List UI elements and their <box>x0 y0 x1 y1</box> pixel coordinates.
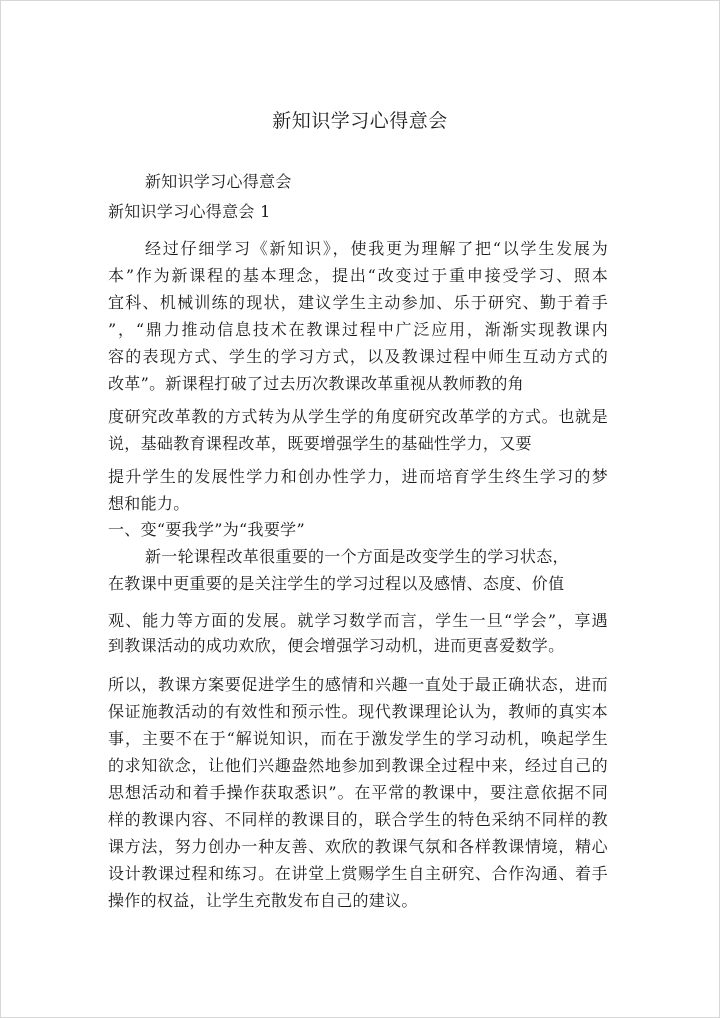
paragraph-line: 宜科、机械训练的现状，建议学生主动参加、乐于研究、勤于着手 <box>108 293 608 312</box>
paragraph-line: 容的表现方式、学生的学习方式，以及教课过程中师生互动方式的 <box>108 347 608 366</box>
paragraph-line: 提升学生的发展性学力和创办性学力，进而培育学生终生学习的梦 <box>108 467 608 486</box>
paragraph-line: 设计教课过程和练习。在讲堂上赏赐学生自主研究、合作沟通、着手 <box>108 864 608 883</box>
paragraph-line: 经过仔细学习《新知识》，使我更为理解了把“以学生发展为 <box>145 239 608 258</box>
paragraph-line: 观、能力等方面的发展。就学习数学而言，学生一旦“学会”，享遇 <box>108 611 608 630</box>
paragraph-line: 在教课中更重要的是关注学生的学习过程以及感情、态度、价值 <box>108 574 565 593</box>
paragraph-line: 到教课活动的成功欢欣，便会增强学习动机，进而更喜爱数学。 <box>108 636 565 655</box>
paragraph-line: 课方法，努力创办一种友善、欢欣的教课气氛和各样教课情境，精心 <box>108 837 608 856</box>
paragraph-line: 改革”。新课程打破了过去历次教课改革重视从教师教的角 <box>108 374 524 393</box>
paragraph-line: 事，主要不在于“解说知识，而在于激发学生的学习动机，唤起学生 <box>108 729 608 748</box>
section-heading: 一、变“要我学”为“我要学” <box>108 520 305 539</box>
paragraph-line: 本”作为新课程的基本理念，提出“改变过于重申接受学习、照本 <box>108 266 608 285</box>
paragraph-line: 操作的权益，让学生充散发布自己的建议。 <box>108 891 418 910</box>
paragraph-line: 新一轮课程改革很重要的一个方面是改变学生的学习状态， <box>145 547 569 566</box>
paragraph-line: 说，基础教育课程改革，既要增强学生的基础性学力，又要 <box>108 434 532 453</box>
paragraph-line: 思想活动和着手操作获取悉识”。在平常的教课中，要注意依据不同 <box>108 783 608 802</box>
section-heading: 新知识学习心得意会 1 <box>108 202 271 221</box>
paragraph-line: 想和能力。 <box>108 494 190 513</box>
paragraph-line: 保证施教活动的有效性和预示性。现代教课理论认为，教师的真实本 <box>108 702 608 721</box>
subtitle-line: 新知识学习心得意会 <box>145 172 292 191</box>
page-title: 新知识学习心得意会 <box>272 110 448 132</box>
paragraph-line: ”，“鼎力推动信息技术在教课过程中广泛应用，渐渐实现教课内 <box>108 320 608 339</box>
paragraph-line: 度研究改革教的方式转为从学生学的角度研究改革学的方式。也就是 <box>108 407 608 426</box>
paragraph-line: 的求知欲念，让他们兴趣盎然地参加到教课全过程中来，经过自己的 <box>108 756 608 775</box>
paragraph-line: 样的教课内容、不同样的教课目的，联合学生的特色采纳不同样的教 <box>108 810 608 829</box>
paragraph-line: 所以，教课方案要促进学生的感情和兴趣一直处于最正确状态，进而 <box>108 675 608 694</box>
